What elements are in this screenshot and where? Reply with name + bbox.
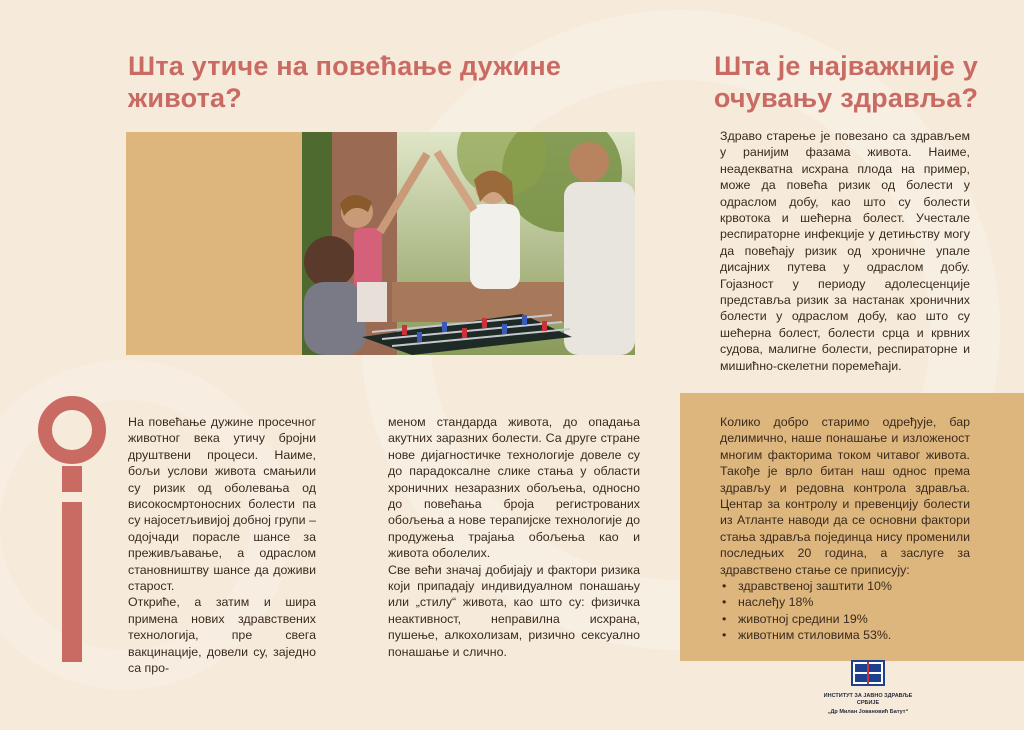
institute-emblem-icon	[851, 660, 885, 686]
institute-subname: „Др Милан Јовановић Батут“	[827, 709, 909, 715]
list-item: • наслеђу 18%	[738, 594, 970, 610]
right-bottom-paragraph: Колико добро старимо одређује, бар делимично, наше понашање и изложеност многим факторима током читавог живота. Такође је врло битан наш однос према здрављу и редовна контрола здравља. Центар за контролу и превенцију болести из Атланте наводи да се основни фактори стања здравља појединца нису променили последњих 20 година, а заслуге за здравствено стање се приписују:	[720, 415, 970, 577]
institute-name: ИНСТИТУТ ЗА ЈАВНО ЗДРАВЉЕ СРБИЈЕ	[823, 693, 913, 706]
list-item: • животним стиловима 53%.	[738, 627, 970, 643]
ring-pin-ornament	[34, 396, 110, 662]
heading-right: Шта је најважније у очувању здравља?	[713, 51, 979, 113]
col2-paragraph-1: меном стандарда живота, до опадања акутних заразних болести. Са друге стране нове дијагностичке технологије довеле су до парадоксалне слике стања у области хроничних незаразних обољења, односно до повећања броја регистрованих обољења а нове терапијске технологије до продужења трајања обољења као и живота оболелих.	[388, 415, 640, 561]
family-foosball-photo	[302, 132, 635, 355]
tan-block-left	[126, 132, 302, 355]
col1-paragraph-2: Откриће, а затим и шира примена нових здравствених технологија, пре свега вакцинације, довели су, заједно са про-	[128, 595, 316, 676]
photo-illustration	[302, 132, 635, 355]
list-item: • животној средини 19%	[738, 611, 970, 627]
right-bottom-text	[720, 414, 970, 644]
col1-paragraph-1: На повећање дужине просечног животног века утичу бројни друштвени процеси. Наиме, бољи услови живота смањили су ризик од оболевања од високосмртоносних болести па су најосетљивијој добној групи – одојчади порасле шансе за преживљавање, а одраслом становништву шансе да доживи старост.	[128, 415, 316, 594]
right-top-paragraph: Здраво старење је повезано са здрављем у ранијим фазама живота. Наиме, неадекватна исхрана плода на пример, може да повећа ризик од болести у одраслом добу, као што су болести крвотока и шећерна болест. Учестале респираторне инфекције у детињству могу да повећају ризик од хроничне упале дисајних путева у одраслом добу. Гојазност у периоду адолесценције представља ризик за настанак хроничних болести у одраслом добу, као што су шећерна болест, болести срца и крвних судова, малигне болести, респираторне и мишићно-скелетни поремећаји.	[720, 129, 970, 373]
right-top-text	[720, 128, 970, 374]
health-factors-list	[720, 578, 970, 644]
heading-left: Шта утиче на повећање дужине живота?	[128, 51, 562, 113]
institute-logo	[818, 660, 918, 716]
text-column-1	[128, 414, 316, 677]
col2-paragraph-2: Све већи значај добијају и фактори ризика који припадају индивидуалном понашању или „стилу“ живота, као што су: физичка неактивност, неправилна исхрана, пушење, алкохолизам, ризично сексуално понашање и слично.	[388, 562, 640, 659]
list-item: • здравственој заштити 10%	[738, 578, 970, 594]
text-column-2	[388, 414, 640, 660]
